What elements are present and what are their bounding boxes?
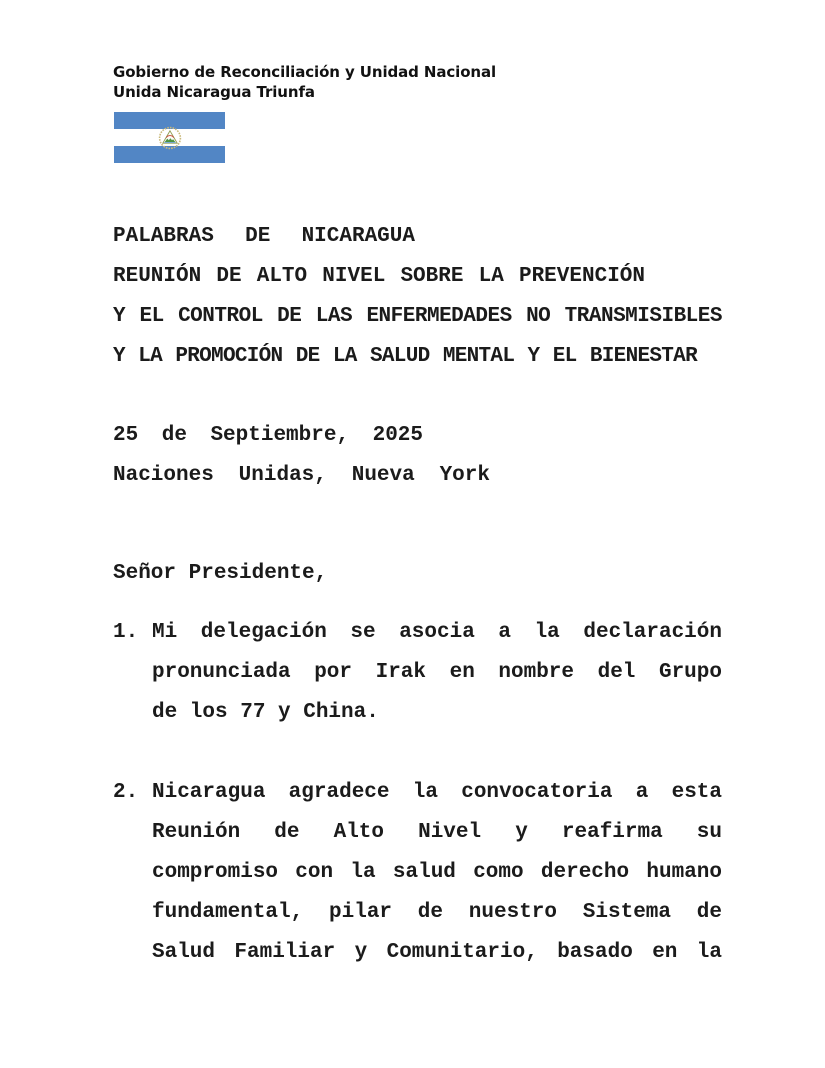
paragraph-2-line-3: compromiso con la salud como derecho humano: [152, 861, 722, 884]
paragraph-1-body: [152, 613, 722, 733]
salutation: Señor Presidente,: [113, 562, 328, 585]
letterhead: [113, 62, 496, 102]
paragraph-1-line-3: de los 77 y China.: [152, 701, 379, 724]
speech-title-line-2: REUNIÓN DE ALTO NIVEL SOBRE LA PREVENCIÓN: [113, 265, 645, 288]
paragraph-2-line-5: Salud Familiar y Comunitario, basado en la: [152, 941, 722, 964]
paragraph-2-line-4: fundamental, pilar de nuestro Sistema de: [152, 901, 722, 924]
paragraph-1: [113, 613, 722, 733]
paragraph-2-line-1: Nicaragua agradece la convocatoria a esta: [152, 781, 722, 804]
paragraph-2: [113, 773, 722, 973]
dateline: [113, 416, 490, 496]
flag-stripe-middle: [114, 129, 225, 146]
letterhead-line-2: Unida Nicaragua Triunfa: [113, 83, 315, 101]
letterhead-line-1: Gobierno de Reconciliación y Unidad Nacional: [113, 63, 497, 81]
paragraph-1-line-1: Mi delegación se asocia a la declaración: [152, 621, 722, 644]
nicaragua-flag-image: [114, 112, 225, 163]
paragraph-1-number: 1.: [113, 621, 139, 644]
paragraph-2-number: 2.: [113, 781, 139, 804]
date-text: 25 de Septiembre, 2025: [113, 424, 423, 447]
speech-title: [113, 217, 722, 377]
speech-title-line-4: Y LA PROMOCIÓN DE LA SALUD MENTAL Y EL BIENESTAR: [113, 345, 697, 368]
paragraph-2-body: [152, 773, 722, 973]
speech-title-line-3: Y EL CONTROL DE LAS ENFERMEDADES NO TRANSMISIBLES: [113, 305, 722, 328]
paragraph-1-line-2: pronunciada por Irak en nombre del Grupo: [152, 661, 722, 684]
nicaragua-coat-of-arms-icon: [158, 126, 182, 150]
paragraph-2-line-2: Reunión de Alto Nivel y reafirma su: [152, 821, 722, 844]
speech-title-line-1: PALABRAS DE NICARAGUA: [113, 225, 415, 248]
location-text: Naciones Unidas, Nueva York: [113, 464, 490, 487]
